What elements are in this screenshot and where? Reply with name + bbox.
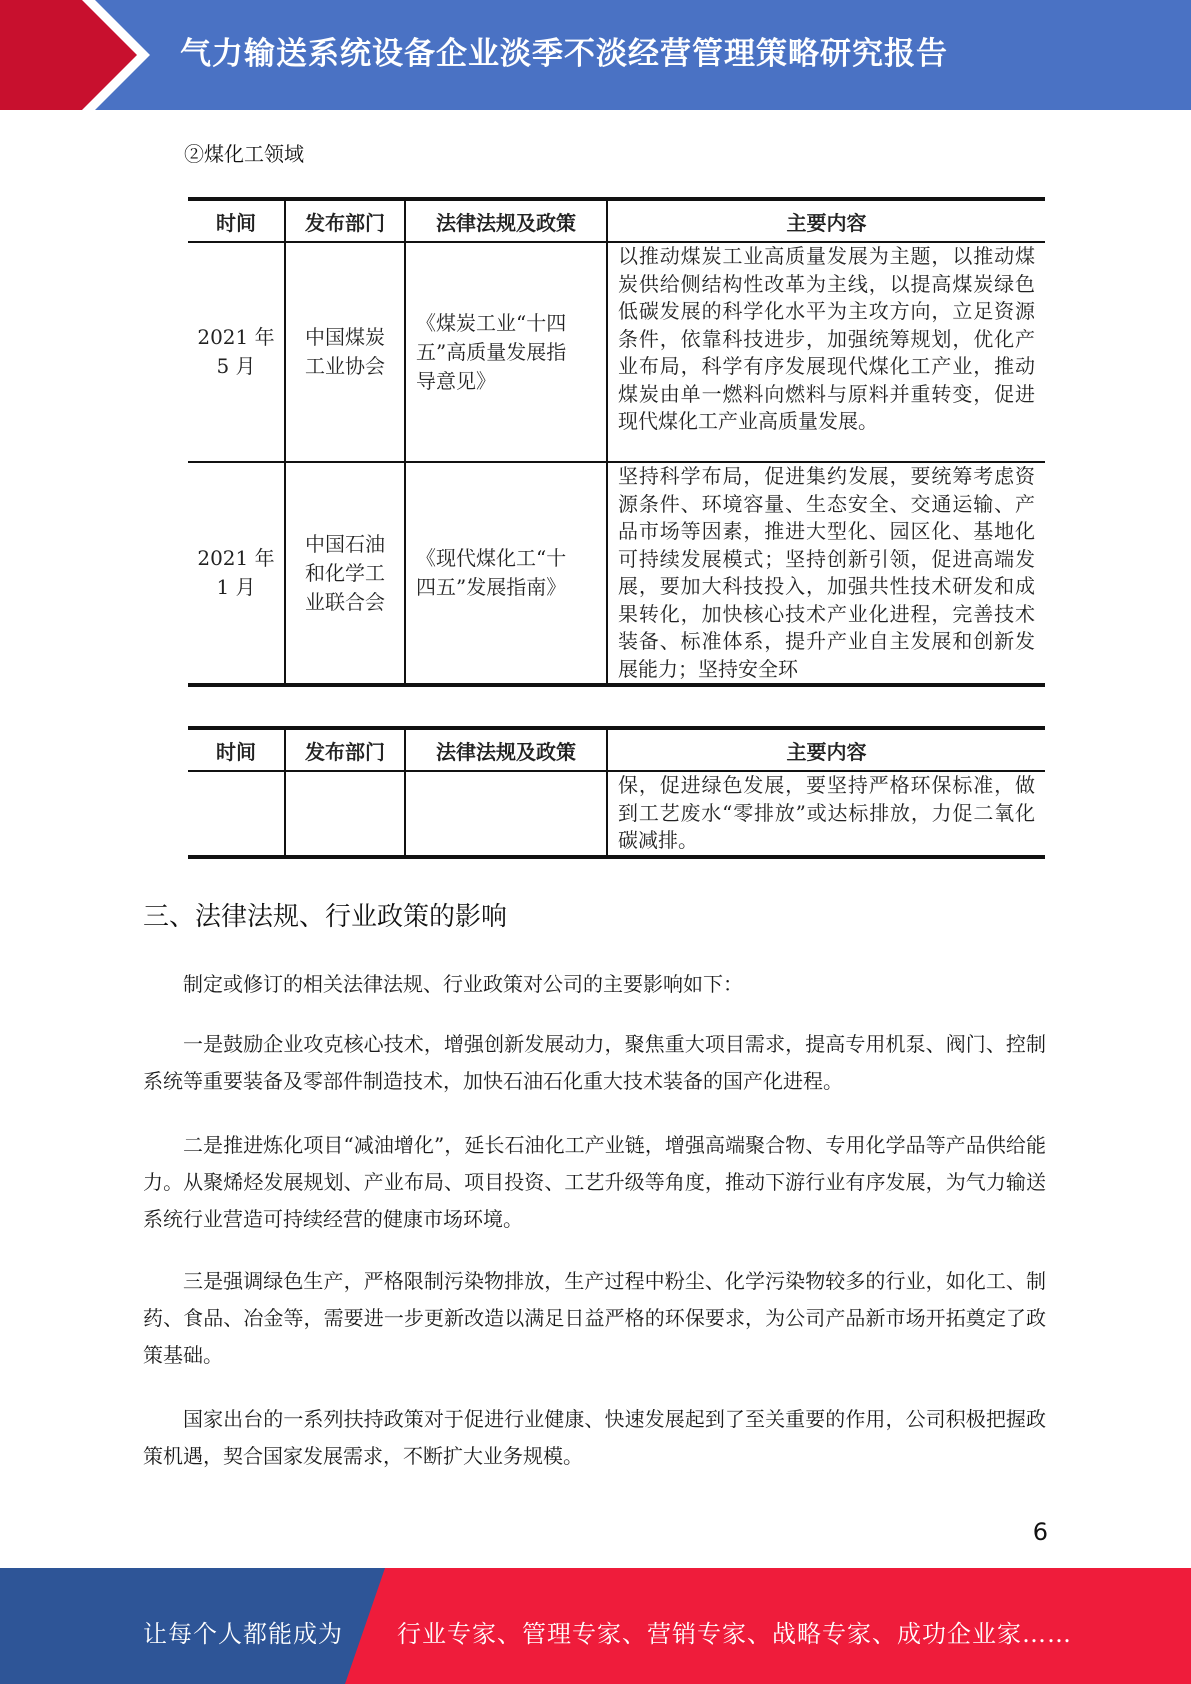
table-row	[188, 771, 1045, 857]
header-red-chevron	[0, 0, 150, 110]
paragraph-2: 二是推进炼化项目“减油增化”，延长石油化工产业链，增强高端聚合物、专用化学品等产品供给能力。从聚烯烃发展规划、产业布局、项目投资、工艺升级等角度，推动下游行业有序发展，为气力输送系统行业营造可持续经营的健康市场环境。	[143, 1133, 1046, 1231]
page-number: 6	[1032, 1518, 1048, 1546]
report-title: 气力输送系统设备企业淡季不淡经营管理策略研究报告	[180, 36, 948, 72]
header-time: 时间	[188, 199, 285, 242]
section-label: ②煤化工领域	[184, 142, 304, 166]
paragraph-1: 一是鼓励企业攻克核心技术，增强创新发展动力，聚焦重大项目需求，提高专用机泵、阀门、控制系统等重要装备及零部件制造技术，加快石油石化重大技术装备的国产化进程。	[143, 1032, 1046, 1093]
cell-dept: 中国石油 和化学工 业联合会	[285, 462, 405, 685]
cell-law: 《煤炭工业“十四 五”高质量发展指 导意见》	[405, 242, 607, 462]
cell-content: 以推动煤炭工业高质量发展为主题，以推动煤炭供给侧结构性改革为主线，以提高煤炭绿色低碳发展的科学化水平为主攻方向，立足资源条件，依靠科技进步，加强统筹规划，优化产业布局，科学有序发展现代煤化工产业，推动煤炭由单一燃料向燃料与原料并重转变，促进现代煤化工产业高质量发展。	[607, 242, 1045, 462]
header-content: 主要内容	[607, 728, 1045, 771]
table-row	[188, 242, 1045, 462]
footer-slogan-left: 让每个人都能成为	[143, 1620, 343, 1648]
header-dept: 发布部门	[285, 728, 405, 771]
paragraph-3: 三是强调绿色生产，严格限制污染物排放，生产过程中粉尘、化学污染物较多的行业，如化工、制药、食品、冶金等，需要进一步更新改造以满足日益严格的环保要求，为公司产品新市场开拓奠定了政策基础。	[143, 1269, 1046, 1367]
table-row	[188, 462, 1045, 685]
header-law: 法律法规及政策	[405, 199, 607, 242]
header-dept: 发布部门	[285, 199, 405, 242]
paragraph-intro: 制定或修订的相关法律法规、行业政策对公司的主要影响如下：	[183, 972, 743, 996]
header-time: 时间	[188, 728, 285, 771]
cell-content: 保，促进绿色发展，要坚持严格环保标准，做到工艺废水“零排放”或达标排放，力促二氧化碳减排。	[607, 771, 1045, 857]
cell-dept	[285, 771, 405, 857]
cell-law: 《现代煤化工“十 四五”发展指南》	[405, 462, 607, 685]
cell-time	[188, 771, 285, 857]
footer-slogan-right: 行业专家、管理专家、营销专家、战略专家、成功企业家……	[397, 1620, 1072, 1648]
cell-law	[405, 771, 607, 857]
policy-table-1	[188, 197, 1045, 687]
policy-table-2	[188, 726, 1045, 859]
cell-time: 2021 年 5 月	[188, 242, 285, 462]
cell-time: 2021 年 1 月	[188, 462, 285, 685]
page-header	[0, 0, 1191, 110]
header-law: 法律法规及政策	[405, 728, 607, 771]
paragraph-4: 国家出台的一系列扶持政策对于促进行业健康、快速发展起到了至关重要的作用，公司积极把握政策机遇，契合国家发展需求，不断扩大业务规模。	[143, 1407, 1046, 1468]
table-header-row	[188, 199, 1045, 242]
cell-content: 坚持科学布局，促进集约发展，要统筹考虑资源条件、环境容量、生态安全、交通运输、产品市场等因素，推进大型化、园区化、基地化可持续发展模式；坚持创新引领，促进高端发展，要加大科技投入，加强共性技术研发和成果转化，加快核心技术产业化进程，完善技术装备、标准体系，提升产业自主发展和创新发展能力；坚持安全环	[607, 462, 1045, 685]
cell-dept: 中国煤炭 工业协会	[285, 242, 405, 462]
page-footer	[0, 1568, 1191, 1684]
section-heading: 三、法律法规、行业政策的影响	[143, 902, 508, 932]
header-content: 主要内容	[607, 199, 1045, 242]
table-header-row	[188, 728, 1045, 771]
